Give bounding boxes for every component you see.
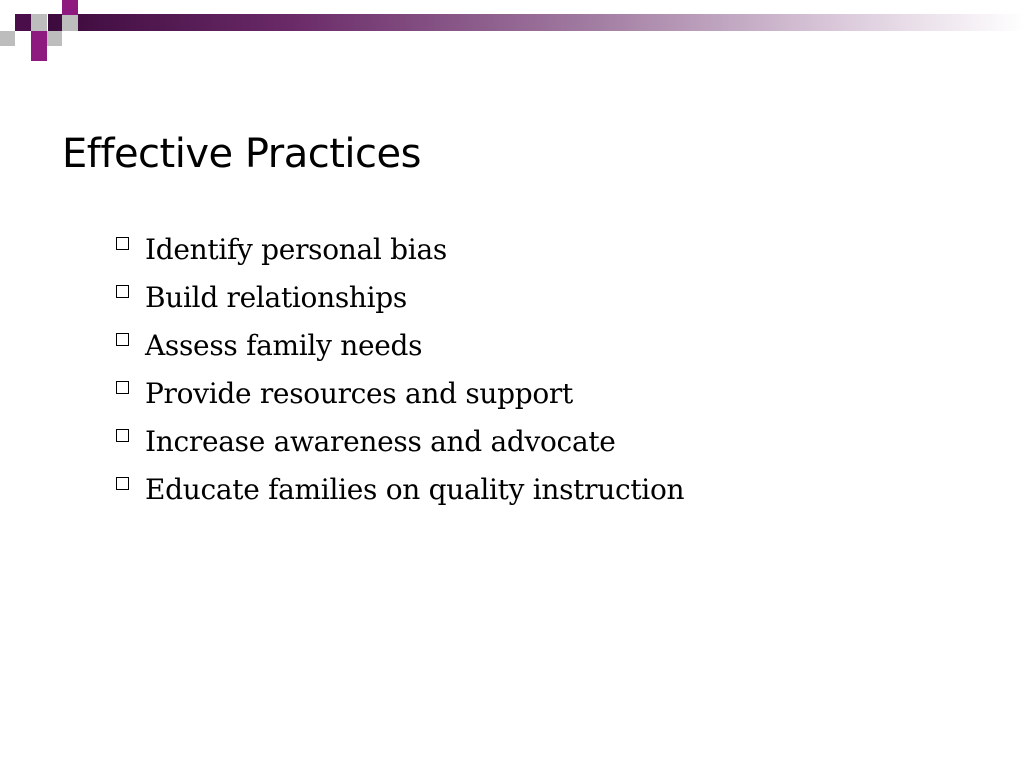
- bullet-text: Identify personal bias: [145, 233, 447, 266]
- bullet-text: Provide resources and support: [145, 377, 573, 410]
- header-gradient-bar: [48, 14, 1024, 31]
- slide-title: Effective Practices: [62, 131, 421, 177]
- list-item: [116, 420, 684, 468]
- hollow-square-icon: [116, 381, 129, 394]
- bullet-text: Build relationships: [145, 281, 407, 314]
- hollow-square-icon: [116, 333, 129, 346]
- bullet-text: Assess family needs: [145, 329, 423, 362]
- bullet-list: [116, 228, 684, 516]
- hollow-square-icon: [116, 285, 129, 298]
- list-item: [116, 372, 684, 420]
- list-item: [116, 468, 684, 516]
- hollow-square-icon: [116, 237, 129, 250]
- list-item: [116, 228, 684, 276]
- hollow-square-icon: [116, 477, 129, 490]
- list-item: [116, 324, 684, 372]
- hollow-square-icon: [116, 429, 129, 442]
- bullet-text: Increase awareness and advocate: [145, 425, 616, 458]
- list-item: [116, 276, 684, 324]
- corner-squares-decoration: [0, 0, 80, 64]
- bullet-text: Educate families on quality instruction: [145, 473, 685, 506]
